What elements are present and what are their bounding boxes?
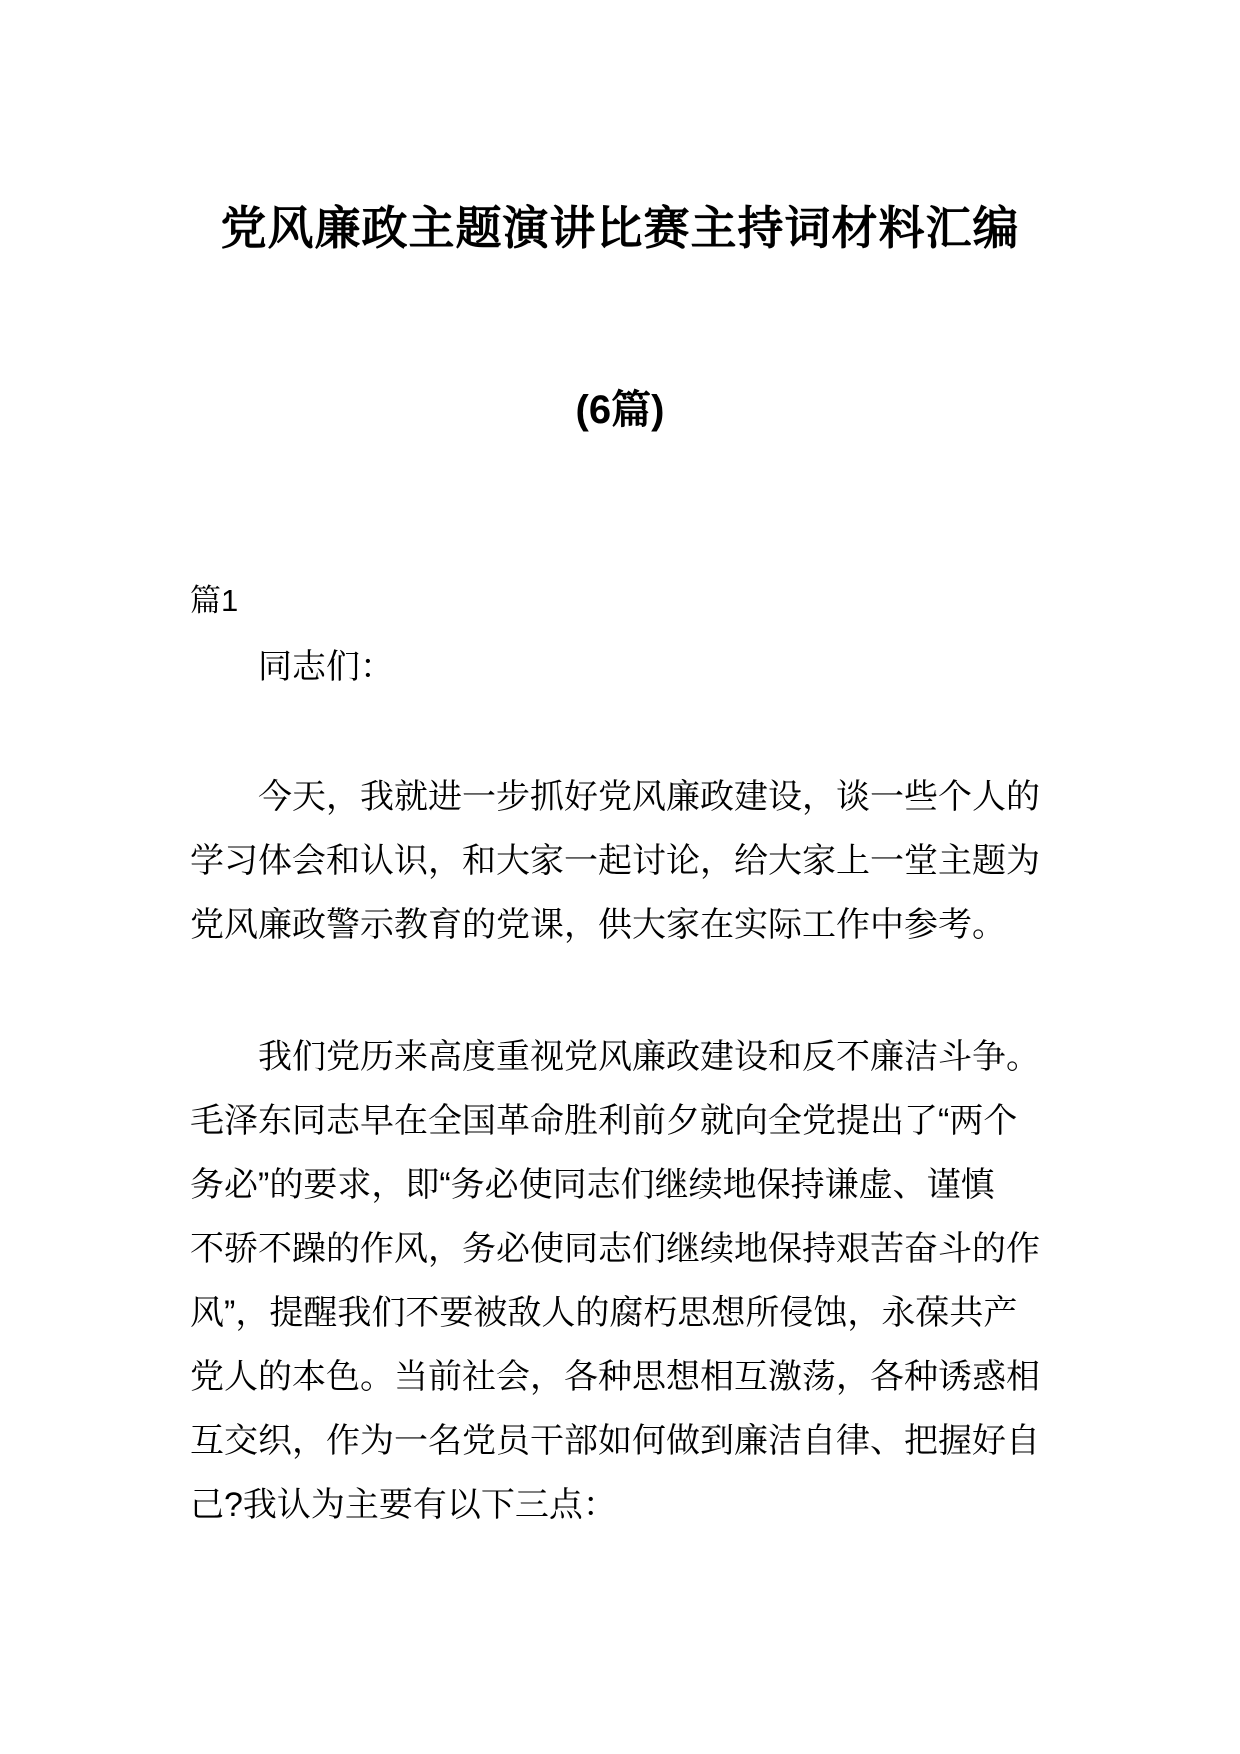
text-line: 不骄不躁的作风，务必使同志们继续地保持艰苦奋斗的作 <box>190 1230 1040 1268</box>
section-label: 篇1 <box>190 583 239 618</box>
text-line: 务必”的要求，即“务必使同志们继续地保持谦虚、谨慎 <box>190 1166 995 1204</box>
text-line: 学习体会和认识，和大家一起讨论，给大家上一堂主题为 <box>190 842 1040 880</box>
document-subtitle: (6篇) <box>575 388 665 432</box>
text-line: 我们党历来高度重视党风廉政建设和反不廉洁斗争。 <box>258 1038 1040 1076</box>
text-line: 今天，我就进一步抓好党风廉政建设，谈一些个人的 <box>258 778 1040 816</box>
text-line: 毛泽东同志早在全国革命胜利前夕就向全党提出了“两个 <box>190 1102 1018 1140</box>
salutation: 同志们： <box>258 648 394 686</box>
document-title: 党风廉政主题演讲比赛主持词材料汇编 <box>220 202 1020 254</box>
text-line: 党人的本色。当前社会，各种思想相互激荡，各种诱惑相 <box>190 1358 1040 1396</box>
paragraph-1 <box>190 765 1054 957</box>
text-line: 风”，提醒我们不要被敌人的腐朽思想所侵蚀，永葆共产 <box>190 1294 1018 1332</box>
text-line: 互交织，作为一名党员干部如何做到廉洁自律、把握好自 <box>190 1422 1040 1460</box>
text-line: 己?我认为主要有以下三点： <box>190 1486 617 1524</box>
paragraph-2 <box>190 1025 1054 1537</box>
text-line: 党风廉政警示教育的党课，供大家在实际工作中参考。 <box>190 906 1006 944</box>
